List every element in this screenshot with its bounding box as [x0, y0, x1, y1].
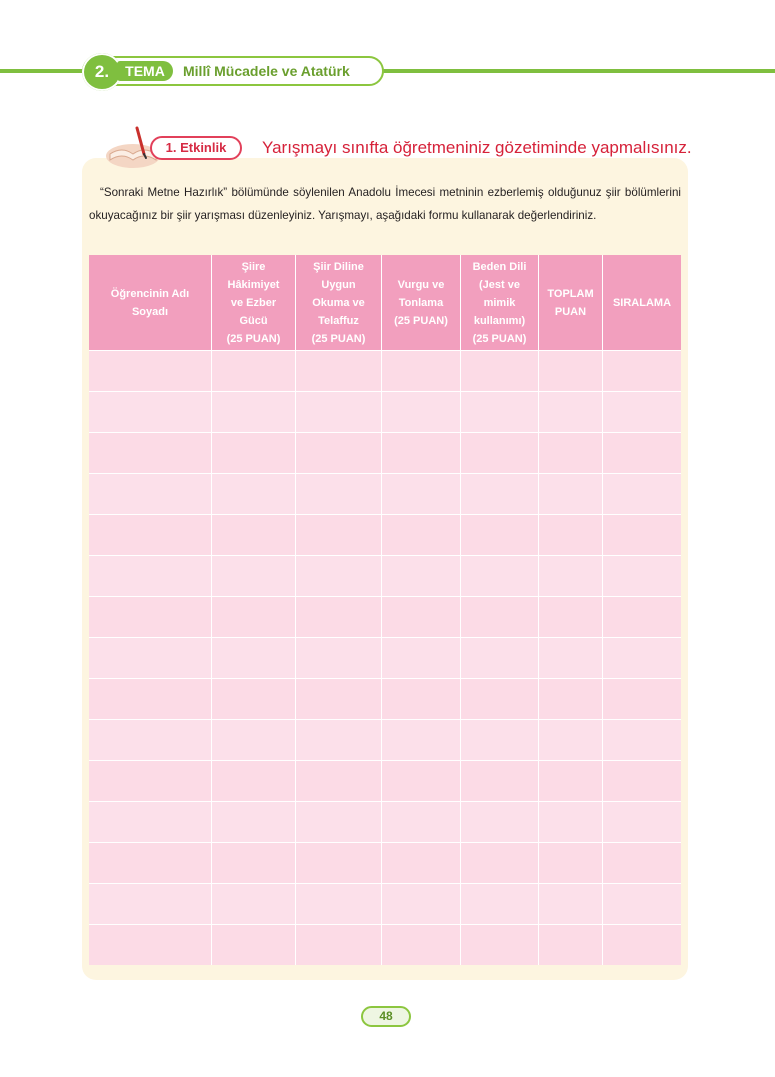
table-cell[interactable]: [212, 596, 296, 637]
table-cell[interactable]: [382, 842, 461, 883]
table-cell[interactable]: [212, 842, 296, 883]
column-header: [296, 255, 382, 350]
table-cell[interactable]: [296, 514, 382, 555]
table-cell[interactable]: [89, 842, 212, 883]
table-cell[interactable]: [382, 678, 461, 719]
table-cell[interactable]: [296, 473, 382, 514]
table-cell[interactable]: [603, 514, 681, 555]
table-cell[interactable]: [212, 719, 296, 760]
column-header: [603, 255, 681, 350]
table-cell[interactable]: [89, 883, 212, 924]
table-cell[interactable]: [89, 473, 212, 514]
table-row: [89, 596, 681, 637]
table-cell[interactable]: [539, 596, 603, 637]
table-header-row: [89, 255, 681, 350]
table-cell[interactable]: [212, 391, 296, 432]
table-cell[interactable]: [382, 391, 461, 432]
column-header-line: Hâkimiyet: [227, 278, 280, 291]
table-cell[interactable]: [603, 842, 681, 883]
table-row: [89, 760, 681, 801]
table-cell[interactable]: [461, 678, 539, 719]
column-header-line: ve Ezber: [230, 296, 277, 309]
table-cell[interactable]: [296, 842, 382, 883]
column-header: [212, 255, 296, 350]
table-cell[interactable]: [296, 801, 382, 842]
table-row: [89, 432, 681, 473]
table-cell[interactable]: [603, 801, 681, 842]
table-cell[interactable]: [461, 924, 539, 965]
table-cell[interactable]: [539, 883, 603, 924]
table-cell[interactable]: [603, 678, 681, 719]
table-cell[interactable]: [212, 637, 296, 678]
table-cell[interactable]: [382, 719, 461, 760]
table-cell[interactable]: [382, 637, 461, 678]
table-cell[interactable]: [603, 924, 681, 965]
table-cell[interactable]: [296, 678, 382, 719]
table-cell[interactable]: [212, 350, 296, 391]
table-cell[interactable]: [296, 760, 382, 801]
activity-badge: 1. Etkinlik: [150, 136, 242, 160]
table-cell[interactable]: [461, 760, 539, 801]
table-cell[interactable]: [461, 391, 539, 432]
table-cell[interactable]: [382, 555, 461, 596]
column-header-line: (25 PUAN): [226, 332, 281, 345]
table-cell[interactable]: [382, 924, 461, 965]
table-row: [89, 842, 681, 883]
table-cell[interactable]: [539, 350, 603, 391]
table-row: [89, 350, 681, 391]
table-cell[interactable]: [89, 637, 212, 678]
table-row: [89, 514, 681, 555]
table-cell[interactable]: [461, 555, 539, 596]
column-header: [539, 255, 603, 350]
table-cell[interactable]: [382, 473, 461, 514]
table-cell[interactable]: [296, 350, 382, 391]
theme-title: Millî Mücadele ve Atatürk: [183, 63, 350, 79]
column-header: [89, 255, 212, 350]
table-cell[interactable]: [603, 760, 681, 801]
table-row: [89, 555, 681, 596]
column-header-line: PUAN: [554, 305, 587, 318]
table-cell[interactable]: [603, 473, 681, 514]
table-cell[interactable]: [539, 473, 603, 514]
table-cell[interactable]: [461, 637, 539, 678]
table-cell[interactable]: [212, 473, 296, 514]
table-cell[interactable]: [603, 555, 681, 596]
table-cell[interactable]: [212, 760, 296, 801]
table-cell[interactable]: [212, 883, 296, 924]
table-cell[interactable]: [89, 719, 212, 760]
table-cell[interactable]: [89, 596, 212, 637]
table-cell[interactable]: [539, 432, 603, 473]
table-cell[interactable]: [89, 432, 212, 473]
table-cell[interactable]: [539, 637, 603, 678]
table-row: [89, 391, 681, 432]
table-row: [89, 924, 681, 965]
table-row: [89, 473, 681, 514]
table-cell[interactable]: [461, 350, 539, 391]
table-cell[interactable]: [89, 760, 212, 801]
table-cell[interactable]: [461, 596, 539, 637]
column-header-line: Öğrencinin Adı: [110, 287, 190, 300]
table-cell[interactable]: [461, 473, 539, 514]
column-header-line: SIRALAMA: [612, 296, 672, 309]
table-cell[interactable]: [539, 678, 603, 719]
column-header-line: Vurgu ve: [397, 278, 445, 291]
intro-paragraph: [89, 181, 681, 227]
column-header-line: kullanımı): [473, 314, 526, 327]
column-header-line: (25 PUAN): [394, 314, 448, 327]
table-cell[interactable]: [539, 760, 603, 801]
table-cell[interactable]: [539, 391, 603, 432]
table-cell[interactable]: [461, 842, 539, 883]
intro-text: “Sonraki Metne Hazırlık” bölümünde söylenilen Anadolu İmecesi metninin ezberlemiş olduğunuz şiir bölümlerini okuyacağınız bir şiir yarışması düzenleyiniz. Yarışmayı, aşağıdaki formu kullanarak değerlendiriniz.: [89, 186, 681, 222]
table-cell[interactable]: [212, 432, 296, 473]
table-cell[interactable]: [539, 514, 603, 555]
table-cell[interactable]: [296, 719, 382, 760]
column-header: [461, 255, 539, 350]
theme-number: 2.: [82, 53, 122, 91]
column-header-line: (25 PUAN): [472, 332, 527, 345]
table-cell[interactable]: [89, 514, 212, 555]
page-number: 48: [361, 1006, 411, 1027]
table-cell[interactable]: [603, 596, 681, 637]
table-cell[interactable]: [461, 432, 539, 473]
table-cell[interactable]: [539, 924, 603, 965]
table-cell[interactable]: [89, 924, 212, 965]
table-cell[interactable]: [296, 391, 382, 432]
column-header-line: Şiire: [241, 260, 266, 273]
table-cell[interactable]: [382, 350, 461, 391]
column-header-line: Soyadı: [131, 305, 169, 318]
table-cell[interactable]: [461, 514, 539, 555]
evaluation-form-table: [89, 255, 681, 965]
table-cell[interactable]: [382, 596, 461, 637]
table-cell[interactable]: [539, 842, 603, 883]
table-cell[interactable]: [603, 350, 681, 391]
table-row: [89, 678, 681, 719]
table-cell[interactable]: [89, 391, 212, 432]
table-cell[interactable]: [89, 678, 212, 719]
column-header-line: mimik: [483, 296, 516, 309]
table-cell[interactable]: [539, 555, 603, 596]
table-cell[interactable]: [382, 514, 461, 555]
table-cell[interactable]: [461, 719, 539, 760]
table-cell[interactable]: [296, 924, 382, 965]
table-cell[interactable]: [89, 555, 212, 596]
table-cell[interactable]: [603, 719, 681, 760]
column-header-line: Uygun: [321, 278, 356, 291]
column-header: [382, 255, 461, 350]
table-cell[interactable]: [212, 555, 296, 596]
column-header-line: Gücü: [239, 314, 268, 327]
table-cell[interactable]: [603, 391, 681, 432]
table-cell[interactable]: [296, 432, 382, 473]
table-cell[interactable]: [603, 883, 681, 924]
table-row: [89, 637, 681, 678]
table-cell[interactable]: [212, 678, 296, 719]
table-cell[interactable]: [296, 883, 382, 924]
table-cell[interactable]: [539, 801, 603, 842]
table-cell[interactable]: [461, 801, 539, 842]
activity-instruction: Yarışmayı sınıfta öğretmeniniz gözetiminde yapmalısınız.: [262, 138, 692, 157]
table-cell[interactable]: [89, 801, 212, 842]
table-row: [89, 801, 681, 842]
column-header-line: Beden Dili: [472, 260, 527, 273]
table-cell[interactable]: [212, 801, 296, 842]
table-cell[interactable]: [382, 801, 461, 842]
column-header-line: Tonlama: [398, 296, 444, 309]
table-cell[interactable]: [296, 596, 382, 637]
table-cell[interactable]: [212, 924, 296, 965]
table-row: [89, 719, 681, 760]
table-cell[interactable]: [382, 432, 461, 473]
column-header-line: TOPLAM: [547, 287, 594, 300]
table-cell[interactable]: [89, 350, 212, 391]
column-header-line: (Jest ve: [479, 278, 520, 291]
table-cell[interactable]: [382, 760, 461, 801]
column-header-line: Okuma ve: [312, 296, 365, 309]
table-cell[interactable]: [212, 514, 296, 555]
theme-label: TEMA: [117, 61, 173, 81]
table-cell[interactable]: [539, 719, 603, 760]
table-row: [89, 883, 681, 924]
column-header-line: Şiir Diline: [313, 260, 364, 273]
table-cell[interactable]: [296, 637, 382, 678]
column-header-line: Telaffuz: [318, 314, 359, 327]
table-cell[interactable]: [382, 883, 461, 924]
table-cell[interactable]: [296, 555, 382, 596]
table-body: [89, 350, 681, 965]
table-cell[interactable]: [461, 883, 539, 924]
column-header-line: (25 PUAN): [311, 332, 366, 345]
table-cell[interactable]: [603, 637, 681, 678]
table-cell[interactable]: [603, 432, 681, 473]
